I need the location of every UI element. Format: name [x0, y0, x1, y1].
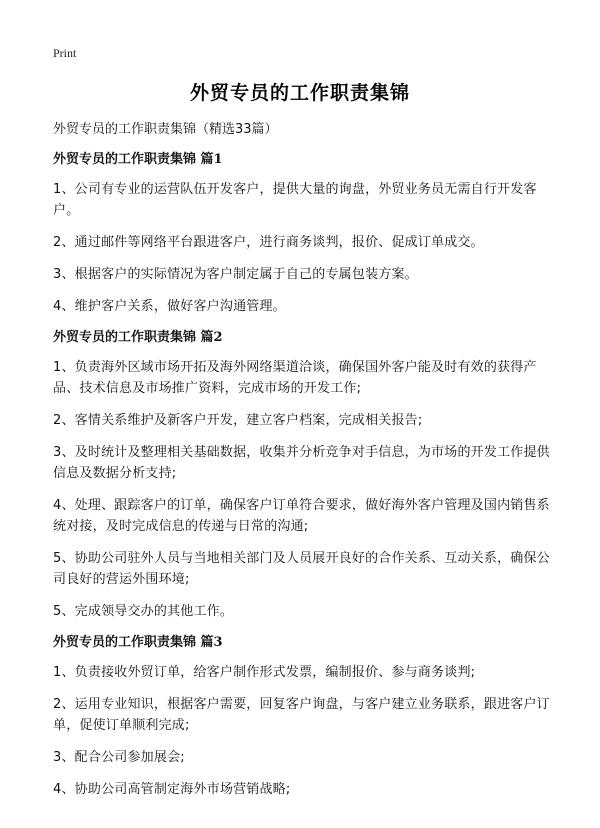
section-heading: 外贸专员的工作职责集锦 篇1 — [53, 152, 223, 167]
print-label: Print — [53, 46, 77, 60]
document-body — [53, 120, 552, 811]
section-3 — [53, 633, 552, 800]
list-item: 3、配合公司参加展会; — [53, 750, 185, 765]
section-1 — [53, 150, 552, 317]
list-item: 4、处理、跟踪客户的订单，确保客户订单符合要求，做好海外客户管理及国内销售系统对接，及时完成信息的传递与日常的沟通; — [53, 498, 550, 534]
page-title: 外贸专员的工作职责集锦 — [189, 82, 410, 104]
section-heading: 外贸专员的工作职责集锦 篇2 — [53, 330, 223, 345]
section-2 — [53, 328, 552, 622]
list-item: 5、完成领导交办的其他工作。 — [53, 604, 234, 619]
list-item: 1、负责海外区域市场开拓及海外网络渠道洽谈，确保国外客户能及时有效的获得产品、技术信息及市场推广资料，完成市场的开发工作; — [53, 360, 537, 396]
list-item: 1、负责接收外贸订单，给客户制作形式发票，编制报价、参与商务谈判; — [53, 665, 476, 680]
list-item: 2、运用专业知识，根据客户需要，回复客户询盘，与客户建立业务联系，跟进客户订单，促使订单顺利完成; — [53, 697, 550, 733]
list-item: 3、根据客户的实际情况为客户制定属于自己的专属包装方案。 — [53, 267, 418, 282]
list-item: 2、通过邮件等网络平台跟进客户，进行商务谈判，报价、促成订单成交。 — [53, 235, 484, 250]
subtitle: 外贸专员的工作职责集锦（精选33篇） — [53, 122, 278, 137]
list-item: 4、协助公司高管制定海外市场营销战略; — [53, 782, 291, 797]
list-item: 4、维护客户关系，做好客户沟通管理。 — [53, 299, 286, 314]
list-item: 2、客情关系维护及新客户开发，建立客户档案，完成相关报告; — [53, 413, 423, 428]
list-item: 1、公司有专业的运营队伍开发客户，提供大量的询盘，外贸业务员无需自行开发客户。 — [53, 182, 537, 218]
section-heading: 外贸专员的工作职责集锦 篇3 — [53, 635, 223, 650]
list-item: 5、协助公司驻外人员与当地相关部门及人员展开良好的合作关系、互动关系，确保公司良好的营运外围环境; — [53, 551, 550, 587]
list-item: 3、及时统计及整理相关基础数据，收集并分析竞争对手信息，为市场的开发工作提供信息及数据分析支持; — [53, 445, 550, 481]
